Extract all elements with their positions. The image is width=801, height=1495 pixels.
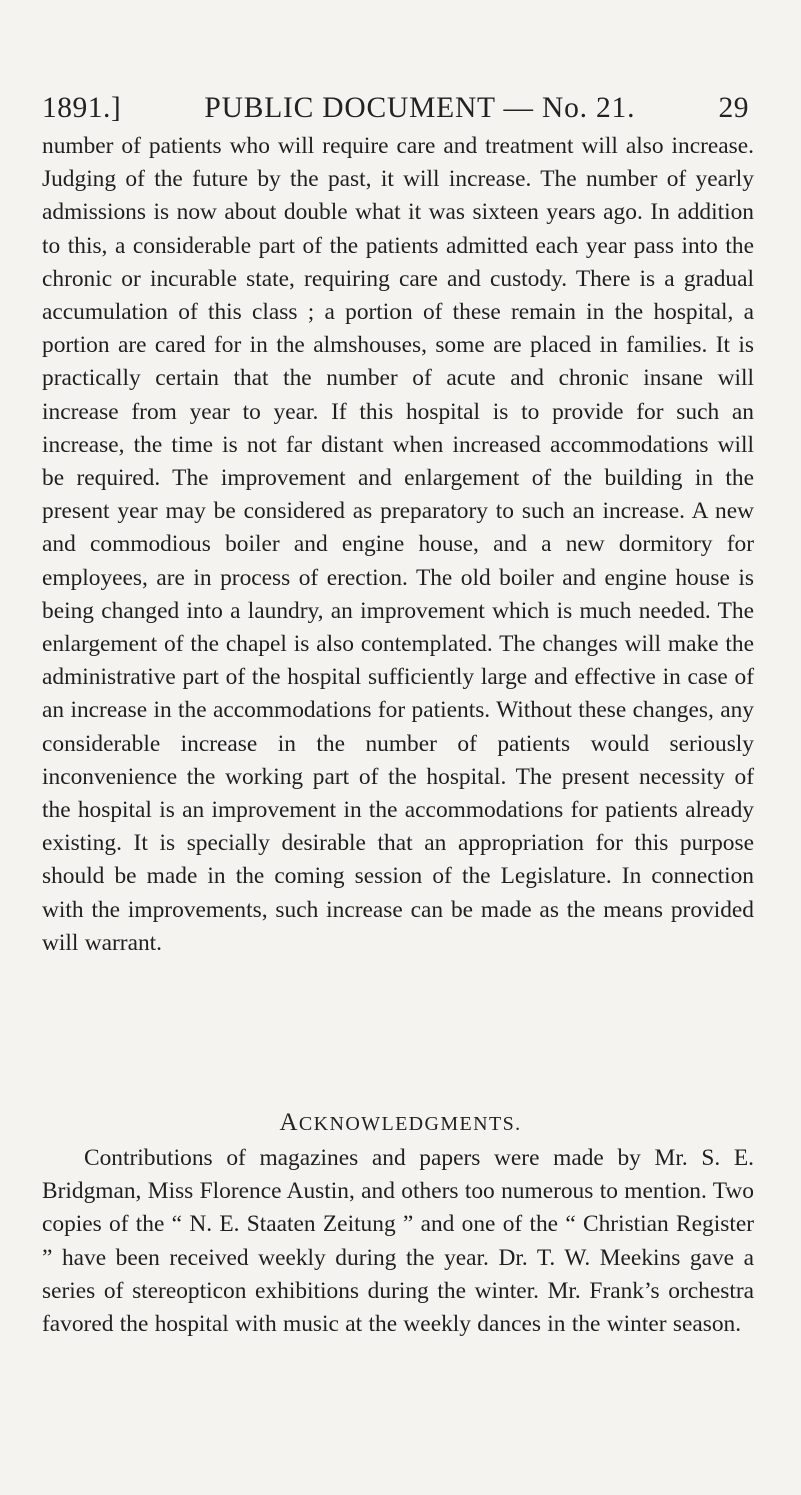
section-heading-acknowledgments xyxy=(0,1109,801,1137)
header-title: PUBLIC DOCUMENT — No. 21. xyxy=(204,92,636,124)
acknowledgments-paragraph: Contributions of magazines and papers were made by Mr. S. E. Bridgman, Miss Florence Austin, and others too numerous to mention. Two copies of the “ N. E. Staaten Zeitung ” and one of the “ Christian Register ” have been received weekly during the year. Dr. T. W. Meekins gave a series of stereopticon exhibitions during the winter. Mr. Frank’s orchestra favored the hospital with music at the weekly dances in the winter season. xyxy=(42,1145,754,1338)
header-year: 1891.] xyxy=(42,92,122,124)
main-text-block xyxy=(42,130,754,960)
acknowledgments-text-block xyxy=(42,1142,754,1341)
running-header xyxy=(42,92,749,125)
main-paragraph: number of patients who will require care and treatment will also increase. Judging of the future by the past, it will increase. The number of yearly admissions is now about double what it was sixteen years ago. In addition to this, a considerable part of the patients admitted each year pass into the chronic or incurable state, requiring care and custody. There is a gradual accumulation of this class ; a portion of these remain in the hospital, a portion are cared for in the almshouses, some are placed in families. It is practically certain that the number of acute and chronic insane will increase from year to year. If this hospital is to provide for such an increase, the time is not far distant when increased accommodations will be required. The improvement and enlargement of the building in the present year may be considered as preparatory to such an increase. A new and commodious boiler and engine house, and a new dormitory for employees, are in process of erection. The old boiler and engine house is being changed into a laundry, an improvement which is much needed. The enlargement of the chapel is also contemplated. The changes will make the administrative part of the hospital sufficiently large and effective in case of an increase in the accommodations for patients. Without these changes, any considerable increase in the number of patients would seriously inconvenience the working part of the hospital. The present necessity of the hospital is an improvement in the accommodations for patients already existing. It is specially desirable that an appropriation for this purpose should be made in the coming session of the Legislature. In connection with the improvements, such increase can be made as the means provided will warrant. xyxy=(42,133,754,956)
heading-rest: CKNOWLEDGMENTS. xyxy=(298,1113,522,1135)
heading-initial: A xyxy=(279,1109,299,1136)
page-number: 29 xyxy=(718,92,749,124)
